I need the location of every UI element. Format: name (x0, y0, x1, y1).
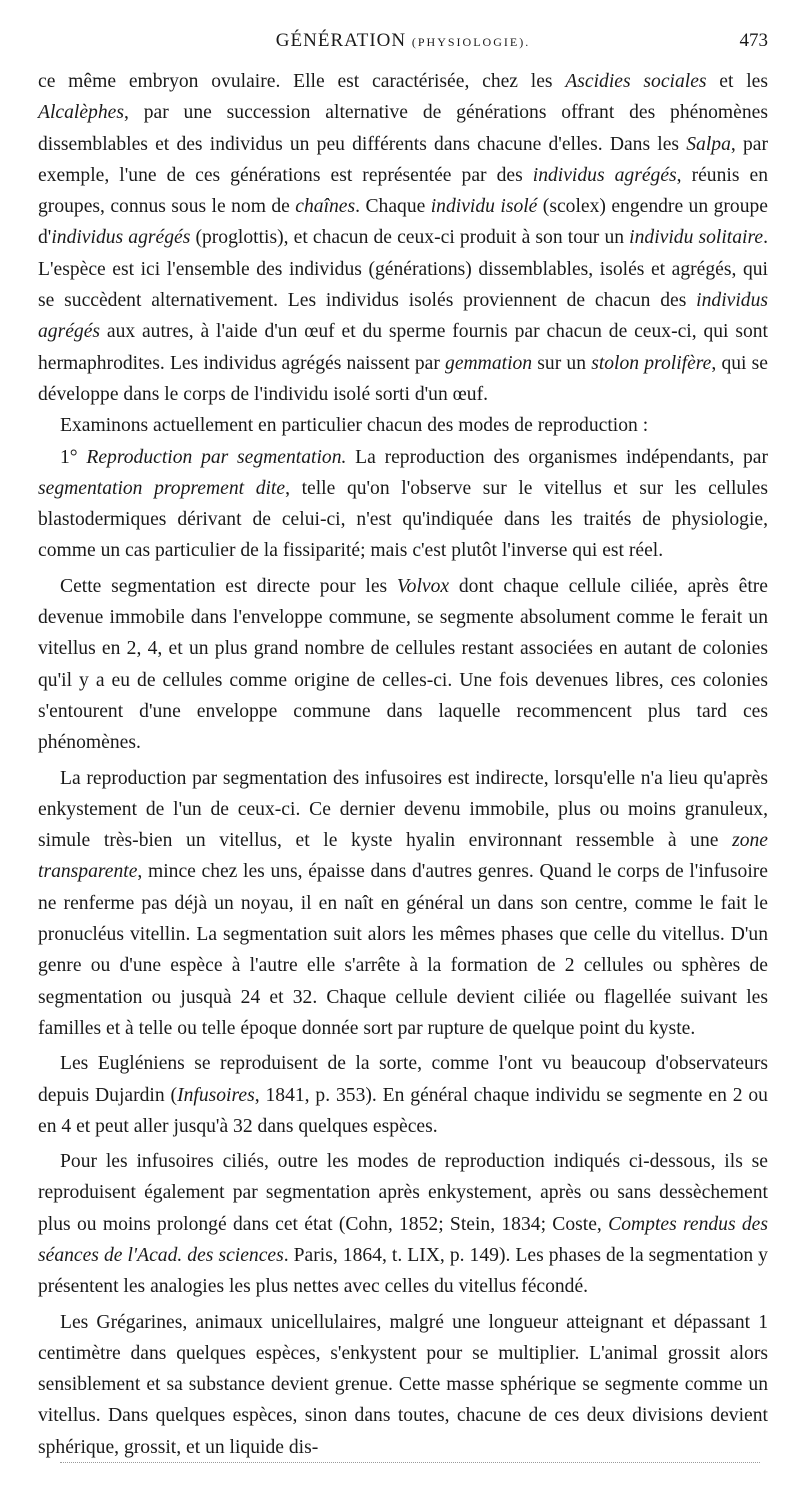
text-run: et les (706, 71, 768, 92)
paragraph-3 (38, 442, 768, 567)
text-run: Cette segmentation est directe pour les (60, 575, 397, 597)
text-run: dont chaque cellule ciliée, après être devenue immobile dans l'enveloppe commune, se segmente absolument comme le ferait un vitellus en 2, 4, et un plus grand nombre de cellules restant associées en autant de colonies qu'il y a eu de cellules comme origine de celles-ci. Une fois devenues libres, ces colonies s'entourent d'une enveloppe commune dans laquelle recommencent plus tard ces phénomènes. (38, 575, 768, 754)
text-run: aux autres, à l'aide d'un œuf et du sperme fournis par chacun de ceux-ci, qui sont hermaphrodites. Les individus agrégés naissent par (38, 321, 768, 374)
paragraph-8 (38, 1307, 768, 1463)
chapter-title: GÉNÉRATION (275, 30, 407, 51)
text-run: (scolex) engendre un groupe d' (38, 196, 768, 249)
text-run: , réunis en groupes, connus sous le nom de (38, 164, 768, 218)
text-run: , telle qu'on l'observe sur le vitellus et sur les cellules blastodermiques dérivant de celui-ci, n'est qu'indiquée dans les traités de physiologie, comme un cas particulier de la fissiparité; mais c'est plutôt l'inverse qui est réel. (38, 477, 768, 562)
italic-run: individus agrégés (38, 290, 768, 343)
text-run: , par exemple, l'une de ces générations est représentée par des (38, 133, 768, 186)
italic-run: gemmation (445, 352, 533, 374)
text-run: , par une succession alternative de générations offrant des phénomènes dissemblables et des individus un peu différents dans chacune d'elles. Dans les (38, 102, 768, 155)
text-run: Les Grégarines, animaux unicellulaires, malgré une longueur atteignant et dépassant 1 centimètre dans quelques espèces, s'enkystent pour se multiplier. L'animal grossit alors sensiblement et sa substance devient grenue. Cette masse sphérique se segmente comme un vitellus. Dans quelques espèces, sinon dans toutes, chacune de ces deux divisions devient sphérique, grossit, et un liquide dis- (38, 1311, 768, 1458)
italic-run: Infusoires (177, 1084, 255, 1106)
italic-run: individu isolé (430, 196, 538, 218)
italic-run: chaînes (295, 196, 356, 218)
running-title (38, 30, 768, 52)
italic-run: individu solitaire (629, 227, 764, 249)
chapter-subtitle: (PHYSIOLOGIE). (411, 35, 531, 49)
text-run: . L'espèce est ici l'ensemble des individus (générations) dissemblables, isolés et agrégés, qui se succèdent alternativement. Les individus isolés proviennent de chacun des (38, 227, 768, 312)
italic-run: Alcalèphes (38, 102, 124, 124)
text-run: ce même embryon ovulaire. Elle est caractérisée, chez les (38, 71, 566, 92)
paragraph-1 (38, 66, 768, 410)
body-text (38, 66, 768, 1463)
italic-run: Ascidies sociales (565, 71, 707, 92)
paragraph-7 (38, 1146, 768, 1302)
italic-run: segmentation proprement dite (38, 477, 286, 499)
italic-run: individus agrégés (51, 227, 191, 249)
italic-run: Salpa (686, 133, 731, 155)
text-run: . Paris, 1864, t. LIX, p. 149). Les phases de la segmentation y présentent les analogies les plus nettes avec celles du vitellus fécondé. (38, 1244, 768, 1298)
italic-run: individus agrégés (532, 164, 677, 186)
paragraph-4 (38, 571, 768, 759)
italic-run: stolon prolifère (591, 352, 712, 374)
text-run: La reproduction par segmentation des infusoires est indirecte, lorsqu'elle n'a lieu qu'après enkystement de l'un de ceux-ci. Ce dernier devenu immobile, plus ou moins granuleux, simule très-bien un vitellus, et le kyste hyalin environnant ressemble à une (38, 767, 768, 852)
text-run: La reproduction des organismes indépendants, par (346, 446, 769, 468)
paragraph-2 (38, 410, 768, 441)
running-header (38, 30, 768, 60)
text-run: , qui se développe dans le corps de l'individu isolé sorti d'un œuf. (38, 352, 768, 405)
text-run: sur un (532, 352, 592, 374)
paragraph-6 (38, 1048, 768, 1142)
paragraph-5 (38, 763, 768, 1045)
bottom-rule (60, 1462, 760, 1463)
text-run: Pour les infusoires ciliés, outre les modes de reproduction indiqués ci-dessous, ils se reproduisent également par segmentation après enkystement, après ou sans dessèchement plus ou moins prolongé dans cet état (Cohn, 1852; Stein, 1834; Coste, (38, 1151, 768, 1235)
text-run: (proglottis), et chacun de ceux-ci produit à son tour un (190, 227, 630, 249)
italic-run: Reproduction par segmentation. (86, 446, 347, 468)
italic-run: Comptes rendus des séances de l'Acad. des sciences (38, 1213, 769, 1266)
text-run: Les Eugléniens se reproduisent de la sorte, comme l'ont vu beaucoup d'observateurs depuis Dujardin ( (38, 1053, 768, 1106)
italic-run: zone transparente (38, 830, 768, 883)
text-run: 1° (60, 446, 87, 468)
text-run: , 1841, p. 353). En général chaque individu se segmente en 2 ou en 4 et peut aller jusqu'à 32 dans quelques espèces. (38, 1084, 768, 1137)
page-number: 473 (739, 30, 768, 51)
text-run: . Chaque (355, 196, 431, 218)
italic-run: Volvox (396, 575, 450, 597)
text-run: Examinons actuellement en particulier chacun des modes de reproduction : (60, 415, 649, 437)
text-run: , mince chez les uns, épaisse dans d'autres genres. Quand le corps de l'infusoire ne renferme pas déjà un noyau, il en naît en général un dans son centre, comme le fait le pronucléus vitellin. La segmentation suit alors les mêmes phases que celle du vitellus. D'un genre ou d'une espèce à l'autre elle s'arrête à la formation de 2 cellules ou sphères de segmentation ou jusquà 24 et 32. Chaque cellule devient ciliée ou flagellée suivant les familles et à telle ou telle époque donnée sort par rupture de quelque point du kyste. (38, 861, 768, 1039)
